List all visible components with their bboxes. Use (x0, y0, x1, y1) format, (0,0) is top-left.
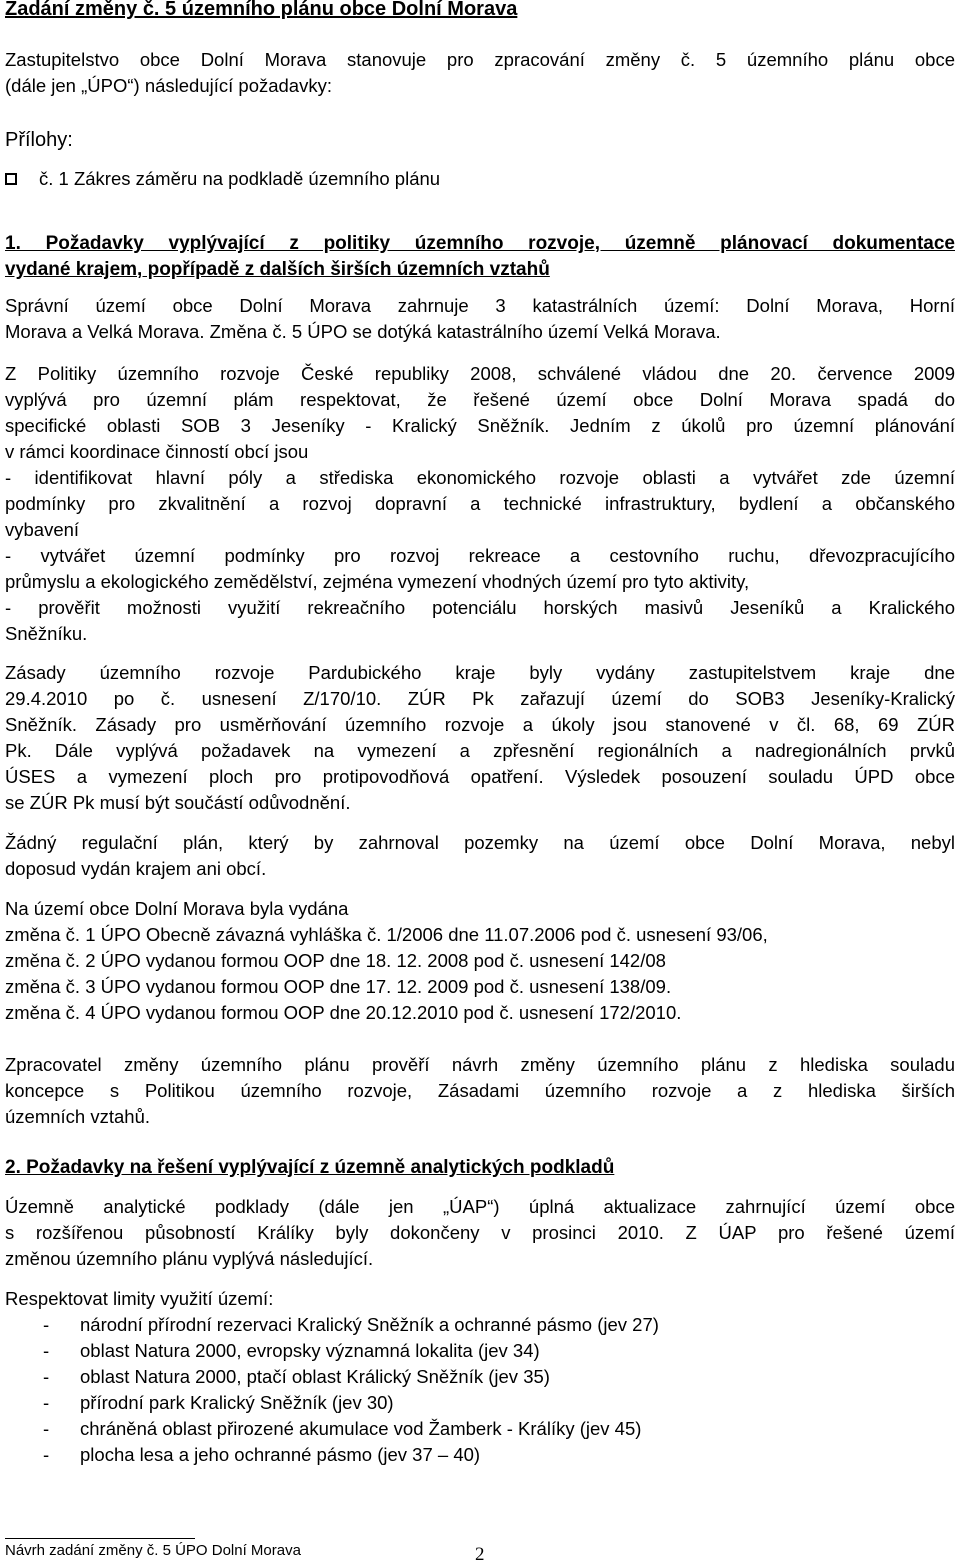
s1-p4-line-2: doposud vydán krajem ani obcí. (5, 858, 267, 879)
s2-p1-line-2: s rozšířenou působností Králíky byly dokončeny v prosinci 2010. Z ÚAP pro řešené území (5, 1222, 955, 1243)
s2-p1-line-1: Územně analytické podklady (dále jen „ÚAP“) úplná aktualizace zahrnující území obce (5, 1196, 955, 1217)
document-title: Zadání změny č. 5 územního plánu obce Dolní Morava (5, 0, 518, 20)
limits-heading: Respektovat limity využití území: (5, 1288, 274, 1309)
s1-p6-line-1: Zpracovatel změny územního plánu prověří návrh změny územního plánu z hlediska souladu (5, 1054, 955, 1075)
s1-p2-line-4: v rámci koordinace činností obcí jsou (5, 441, 309, 462)
list-dash: - (43, 1314, 50, 1335)
limit-text: národní přírodní rezervaci Kralický Sněžník a ochranné pásmo (jev 27) (80, 1314, 659, 1335)
s1-p5-line-5: změna č. 4 ÚPO vydanou formou OOP dne 20.12.2010 pod č. usnesení 172/2010. (5, 1002, 682, 1023)
s1-p5-line-4: změna č. 3 ÚPO vydanou formou OOP dne 17. 12. 2009 pod č. usnesení 138/09. (5, 976, 672, 997)
list-dash: - (43, 1444, 50, 1465)
s1-p4-line-1: Žádný regulační plán, který by zahrnoval pozemky na území obce Dolní Morava, nebyl (5, 832, 955, 853)
bullet-icon (5, 164, 17, 190)
footer-text: Návrh zadání změny č. 5 ÚPO Dolní Morava (5, 1542, 301, 1559)
limit-text: chráněná oblast přirozené akumulace vod Žamberk - Králíky (jev 45) (80, 1418, 642, 1439)
s1-p2-line-5: - identifikovat hlavní póly a střediska ekonomického rozvoje oblasti a vytvářet zde územní (5, 467, 955, 488)
s1-p6-line-2: koncepce s Politikou územního rozvoje, Zásadami územního rozvoje a z hlediska širších (5, 1080, 955, 1101)
footer-rule (5, 1538, 195, 1539)
s2-p1-line-3: změnou územního plánu vyplývá následující. (5, 1248, 374, 1269)
section-2-heading: 2. Požadavky na řešení vyplývající z územně analytických podkladů (5, 1157, 615, 1178)
s1-p3-line-2: 29.4.2010 po č. usnesení Z/170/10. ZÚR Pk zařazují území do SOB3 Jeseníky-Kralický (5, 688, 955, 709)
s1-p3-line-6: se ZÚR Pk musí být součástí odůvodnění. (5, 792, 351, 813)
s1-p5-line-2: změna č. 1 ÚPO Obecně závazná vyhláška č. 1/2006 dne 11.07.2006 pod č. usnesení 93/06, (5, 924, 768, 945)
s1-p6-line-3: územních vztahů. (5, 1106, 150, 1127)
attachment-item: č. 1 Zákres záměru na podkladě územního plánu (39, 168, 441, 189)
s1-p3-line-3: Sněžník. Zásady pro usměrňování územního rozvoje a úkoly jsou stanovené v čl. 68, 69 ZÚR (5, 714, 955, 735)
s1-p2-line-11: Sněžníku. (5, 623, 88, 644)
limit-text: plocha lesa a jeho ochranné pásmo (jev 37 – 40) (80, 1444, 481, 1465)
s1-p2-line-9: průmyslu a ekologického zemědělství, zejména vymezení vhodných území pro tyto aktivity, (5, 571, 750, 592)
page-number: 2 (475, 1544, 485, 1565)
list-dash: - (43, 1340, 50, 1361)
s1-p2-line-6: podmínky pro zkvalitnění a rozvoj dopravní a technické infrastruktury, bydlení a občanského (5, 493, 955, 514)
s1-p2-line-3: specifické oblasti SOB 3 Jeseníky - Kralický Sněžník. Jedním z úkolů pro územní plánování (5, 415, 955, 436)
s1-p5-line-3: změna č. 2 ÚPO vydanou formou OOP dne 18. 12. 2008 pod č. usnesení 142/08 (5, 950, 666, 971)
limit-text: oblast Natura 2000, evropsky významná lokalita (jev 34) (80, 1340, 540, 1361)
s1-p5-line-1: Na území obce Dolní Morava byla vydána (5, 898, 349, 919)
attachments-heading: Přílohy: (5, 129, 73, 151)
list-dash: - (43, 1418, 50, 1439)
s1-p3-line-1: Zásady územního rozvoje Pardubického kraje byly vydány zastupitelstvem kraje dne (5, 662, 955, 683)
section-1-heading-line-2: vydané krajem, popřípadě z dalších širších územních vztahů (5, 259, 550, 280)
intro-line-2: (dále jen „ÚPO“) následující požadavky: (5, 75, 332, 96)
s1-p3-line-4: Pk. Dále vyplývá požadavek na vymezení a zpřesnění regionálních a nadregionálních prvků (5, 740, 955, 761)
s1-p2-line-2: vyplývá pro územní plám respektovat, že řešené území obce Dolní Morava spadá do (5, 389, 955, 410)
limit-text: oblast Natura 2000, ptačí oblast Králický Sněžník (jev 35) (80, 1366, 550, 1387)
s1-p2-line-1: Z Politiky územního rozvoje České republiky 2008, schválené vládou dne 20. července 2009 (5, 363, 955, 384)
list-dash: - (43, 1392, 50, 1413)
s1-p2-line-10: - prověřit možnosti využití rekreačního potenciálu horských masivů Jeseníků a Kralického (5, 597, 955, 618)
intro-line-1: Zastupitelstvo obce Dolní Morava stanovuje pro zpracování změny č. 5 územního plánu obce (5, 49, 955, 70)
s1-p3-line-5: ÚSES a vymezení ploch pro protipovodňová opatření. Výsledek posouzení souladu ÚPD obce (5, 766, 955, 787)
limit-text: přírodní park Kralický Sněžník (jev 30) (80, 1392, 394, 1413)
s1-p2-line-7: vybavení (5, 519, 80, 540)
section-1-heading-line-1: 1. Požadavky vyplývající z politiky územního rozvoje, územně plánovací dokumentace (5, 233, 955, 254)
s1-p2-line-8: - vytvářet územní podmínky pro rozvoj rekreace a cestovního ruchu, dřevozpracujícího (5, 545, 955, 566)
list-dash: - (43, 1366, 50, 1387)
s1-p1-line-2: Morava a Velká Morava. Změna č. 5 ÚPO se dotýká katastrálního území Velká Morava. (5, 321, 721, 342)
s1-p1-line-1: Správní území obce Dolní Morava zahrnuje 3 katastrálních území: Dolní Morava, Horní (5, 295, 955, 316)
